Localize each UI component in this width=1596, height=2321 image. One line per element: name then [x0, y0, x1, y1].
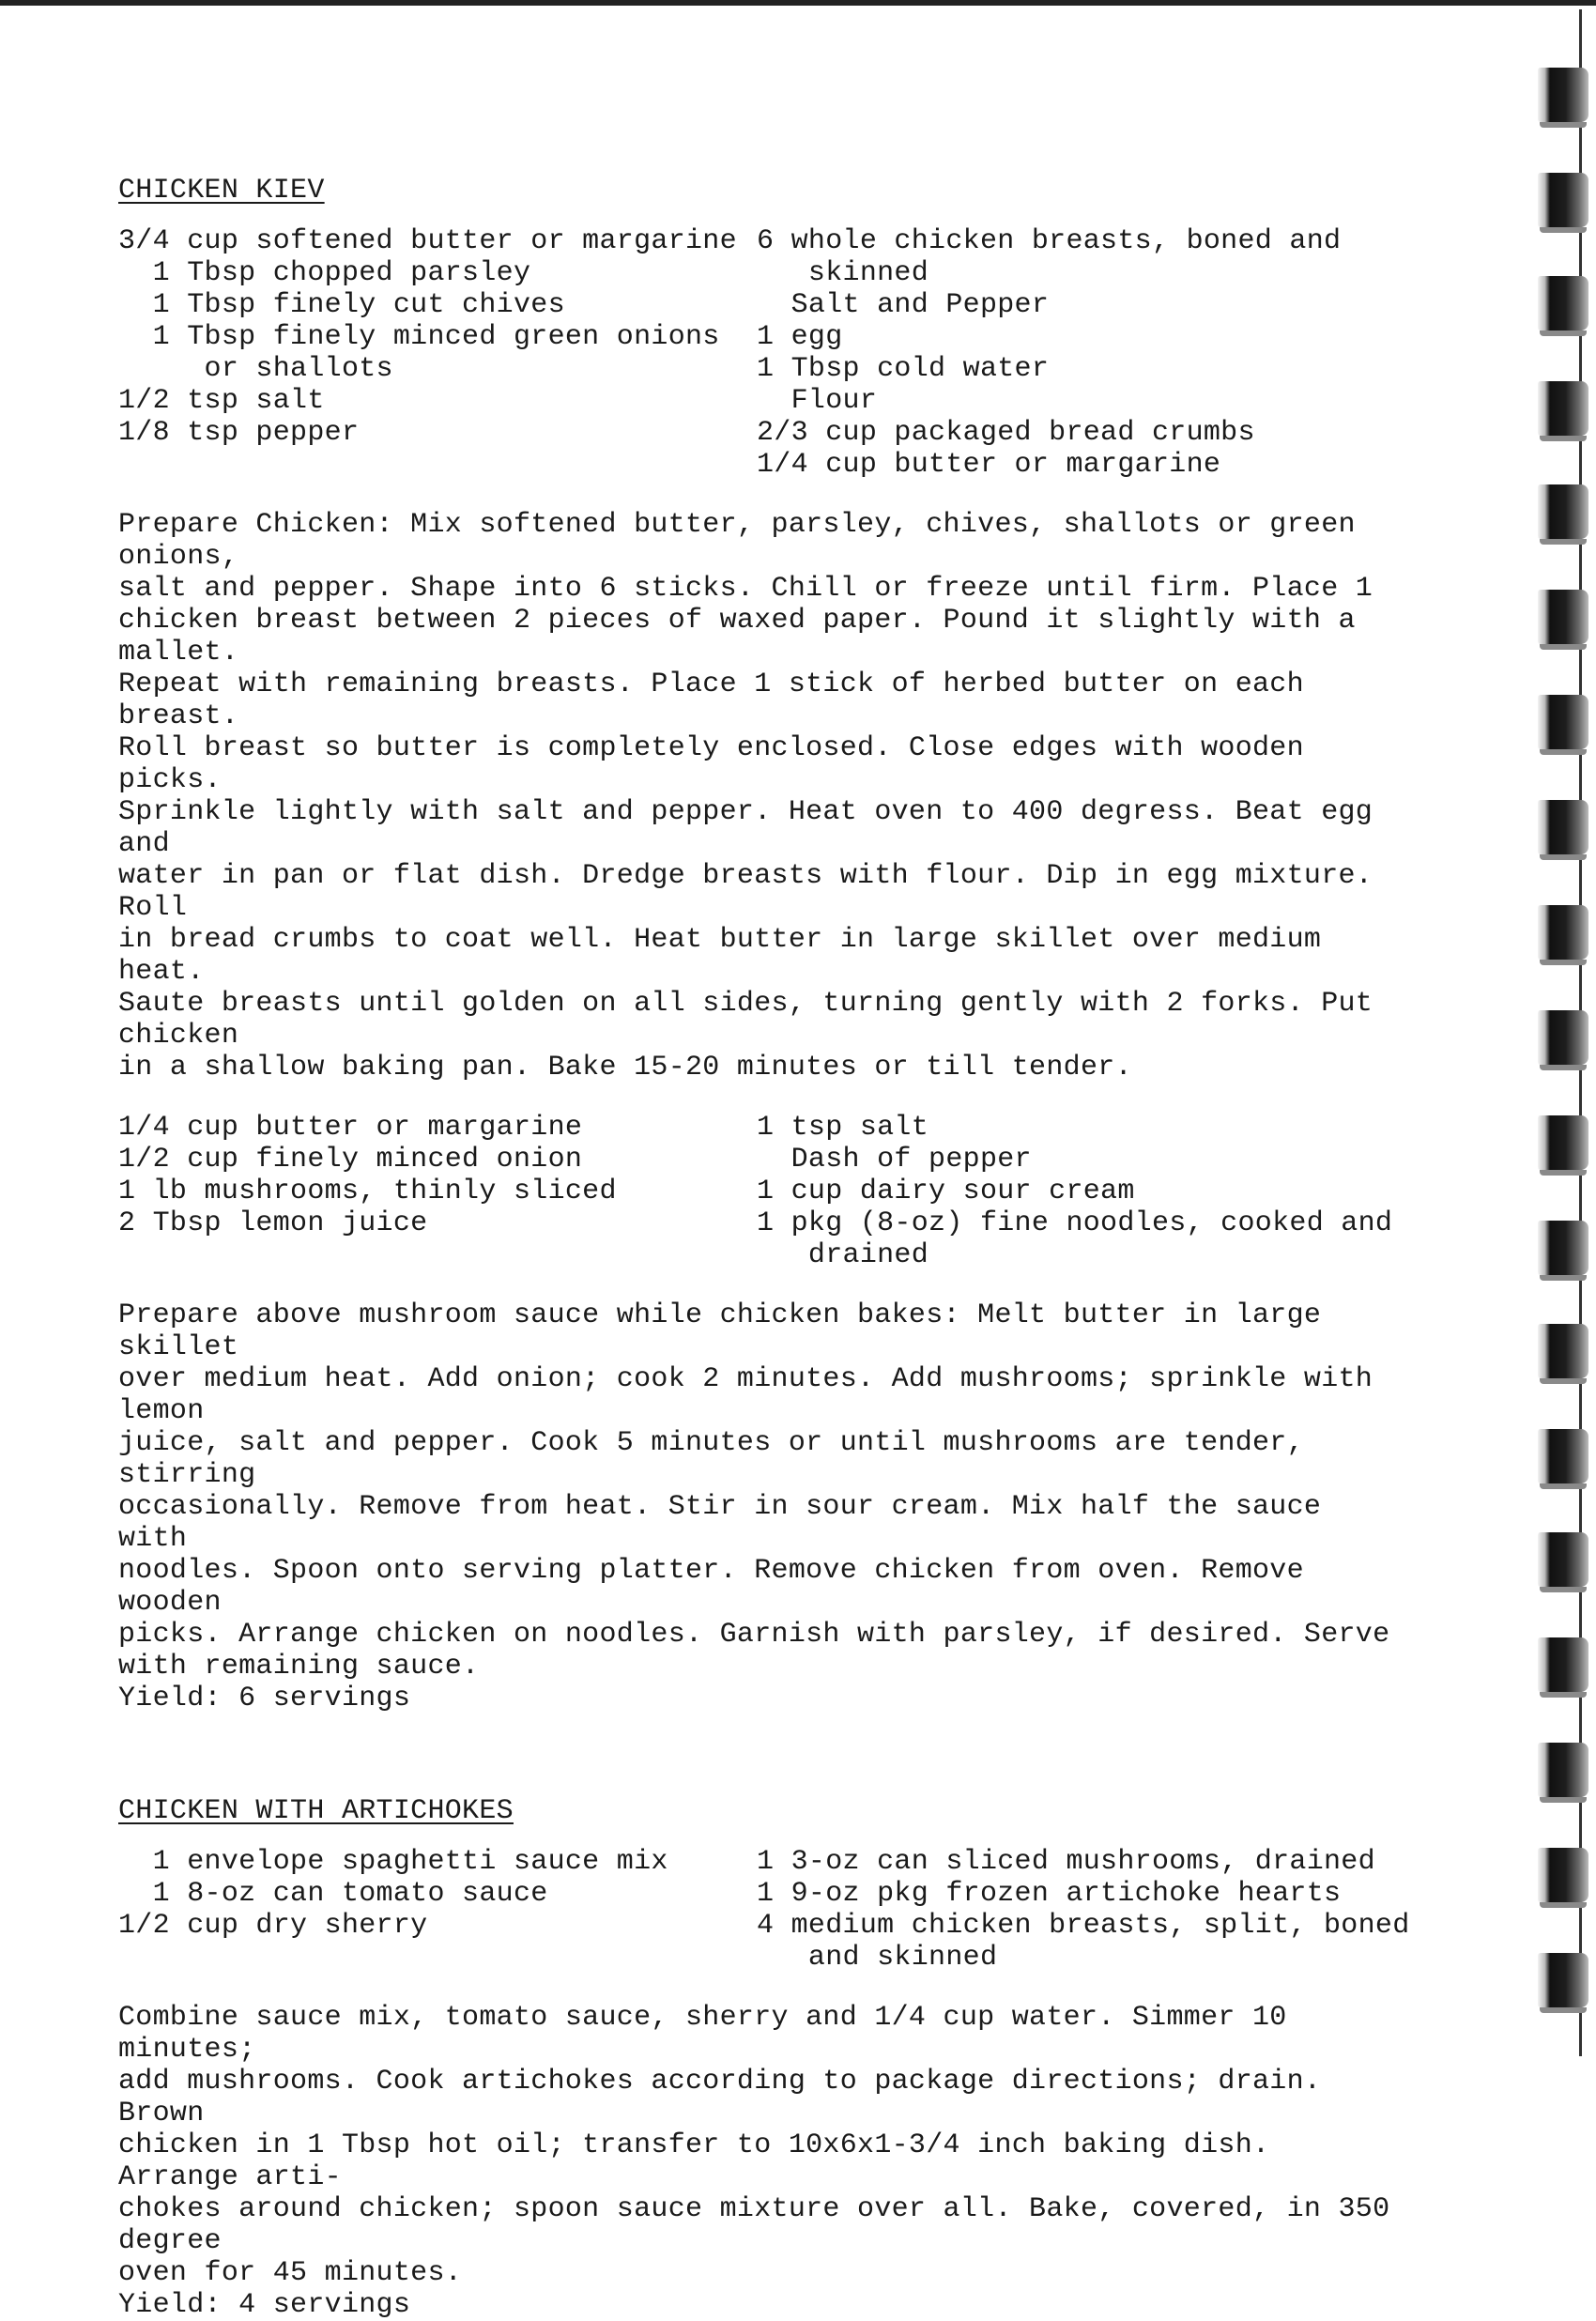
ingredient-line: Flour: [757, 385, 878, 417]
ingredient-line: 1/4 cup butter or margarine: [757, 449, 1221, 481]
binding-ring: [1538, 1429, 1588, 1483]
ingredient-line: 1/4 cup butter or margarine: [118, 1112, 583, 1144]
ingredient-line: 1/2 cup finely minced onion: [118, 1144, 583, 1176]
recipe-title: CHICKEN KIEV: [118, 175, 325, 207]
binding-ring: [1538, 695, 1588, 749]
recipe-yield: Yield: 6 servings: [118, 1683, 411, 1714]
ingredient-columns: [118, 1846, 1410, 1974]
ingredient-line: drained: [757, 1239, 929, 1271]
binding-ring: [1538, 1848, 1588, 1902]
binding-ring: [1538, 1637, 1588, 1692]
ingredient-list-right: [757, 1846, 1410, 1974]
binding-ring: [1538, 800, 1588, 854]
section-spacer: [118, 1714, 1399, 1795]
page-top-edge: [0, 0, 1596, 6]
ingredient-line: 1 pkg (8-oz) fine noodles, cooked and: [757, 1207, 1393, 1239]
spiral-binding: [1532, 0, 1596, 2066]
ingredient-line: 1/2 cup dry sherry: [118, 1910, 428, 1942]
ingredient-columns: [118, 225, 1399, 481]
ingredient-line: 1/8 tsp pepper: [118, 417, 360, 449]
ingredient-line: Salt and Pepper: [757, 289, 1050, 321]
ingredient-line: skinned: [757, 257, 929, 289]
ingredient-line: 1 tsp salt: [757, 1112, 929, 1144]
ingredient-line: 1/2 tsp salt: [118, 385, 325, 417]
ingredient-line: 1 egg: [757, 321, 843, 353]
ingredient-line: 6 whole chicken breasts, boned and: [757, 225, 1342, 257]
recipe-chicken-with-artichokes: [118, 1795, 1410, 2321]
ingredient-line: and skinned: [757, 1942, 998, 1974]
ingredient-line: 1 3-oz can sliced mushrooms, drained: [757, 1846, 1375, 1878]
binding-ring: [1538, 1010, 1588, 1065]
ingredient-line: 1 Tbsp cold water: [757, 353, 1050, 385]
ingredient-line: 1 lb mushrooms, thinly sliced: [118, 1176, 617, 1207]
recipe-title: CHICKEN WITH ARTICHOKES: [118, 1795, 514, 1827]
ingredient-list-right: [757, 225, 1399, 481]
sauce-ingredient-columns: [118, 1112, 1399, 1271]
binding-ring: [1538, 1532, 1588, 1587]
ingredient-line: Dash of pepper: [757, 1144, 1032, 1176]
sauce-directions: Prepare above mushroom sauce while chicken bakes: Melt butter in large skillet over medium heat. Add onion; cook 2 minutes. Add mushrooms; sprinkle with lemon juice, salt and pepper. Cook 5 minutes or until mushrooms are tender, stirring occasionally. Remove from heat. Stir in sour cream. Mix half the sauce with noodles. Spoon onto serving platter. Remove chicken from oven. Remove wooden picks. Arrange chicken on noodles. Garnish with parsley, if desired. Serve with remaining sauce.: [118, 1299, 1390, 1683]
binding-ring: [1538, 1743, 1588, 1797]
ingredient-line: 1 Tbsp finely cut chives: [118, 289, 565, 321]
recipe-content: [118, 175, 1410, 2321]
binding-ring: [1538, 484, 1588, 539]
ingredient-line: or shallots: [118, 353, 393, 385]
binding-ring: [1538, 905, 1588, 960]
ingredient-line: 1 cup dairy sour cream: [757, 1176, 1135, 1207]
ingredient-line: 2 Tbsp lemon juice: [118, 1207, 428, 1239]
recipe-yield: Yield: 4 servings: [118, 2289, 411, 2321]
binding-ring: [1538, 1953, 1588, 2007]
ingredient-list-left: [118, 225, 757, 481]
ingredient-line: 1 envelope spaghetti sauce mix: [118, 1846, 668, 1878]
binding-ring: [1538, 68, 1588, 122]
ingredient-line: 1 9-oz pkg frozen artichoke hearts: [757, 1878, 1342, 1910]
ingredient-list-left: [118, 1846, 757, 1974]
binding-ring: [1538, 276, 1588, 330]
sauce-ingredient-list-left: [118, 1112, 757, 1271]
ingredient-line: 4 medium chicken breasts, split, boned: [757, 1910, 1410, 1942]
recipe-chicken-kiev: [118, 175, 1399, 1714]
binding-ring: [1538, 590, 1588, 644]
recipe-directions: Prepare Chicken: Mix softened butter, parsley, chives, shallots or green onions, salt and pepper. Shape into 6 sticks. Chill or freeze until firm. Place 1 chicken breast between 2 pieces of waxed paper. Pound it slightly with a mallet. Repeat with remaining breasts. Place 1 stick of herbed butter on each breast. Roll breast so butter is completely enclosed. Close edges with wooden picks. Sprinkle lightly with salt and pepper. Heat oven to 400 degress. Beat egg and water in pan or flat dish. Dredge breasts with flour. Dip in egg mixture. Roll in bread crumbs to coat well. Heat butter in large skillet over medium heat. Saute breasts until golden on all sides, turning gently with 2 forks. Put chicken in a shallow baking pan. Bake 15-20 minutes or till tender.: [118, 509, 1373, 1084]
binding-ring: [1538, 1221, 1588, 1275]
recipe-directions: Combine sauce mix, tomato sauce, sherry and 1/4 cup water. Simmer 10 minutes; add mushrooms. Cook artichokes according to package directions; drain. Brown chicken in 1 Tbsp hot oil; transfer to 10x6x1-3/4 inch baking dish. Arrange arti- chokes around chicken; spoon sauce mixture over all. Bake, covered, in 350 degree oven for 45 minutes.: [118, 2002, 1390, 2289]
sauce-ingredient-list-right: [757, 1112, 1399, 1271]
ingredient-line: 1 Tbsp finely minced green onions: [118, 321, 720, 353]
binding-ring: [1538, 173, 1588, 227]
binding-ring: [1538, 381, 1588, 436]
ingredient-line: 1 Tbsp chopped parsley: [118, 257, 531, 289]
ingredient-line: 1 8-oz can tomato sauce: [118, 1878, 548, 1910]
binding-ring: [1538, 1115, 1588, 1170]
binding-ring: [1538, 1324, 1588, 1378]
ingredient-line: 3/4 cup softened butter or margarine: [118, 225, 737, 257]
ingredient-line: 2/3 cup packaged bread crumbs: [757, 417, 1255, 449]
